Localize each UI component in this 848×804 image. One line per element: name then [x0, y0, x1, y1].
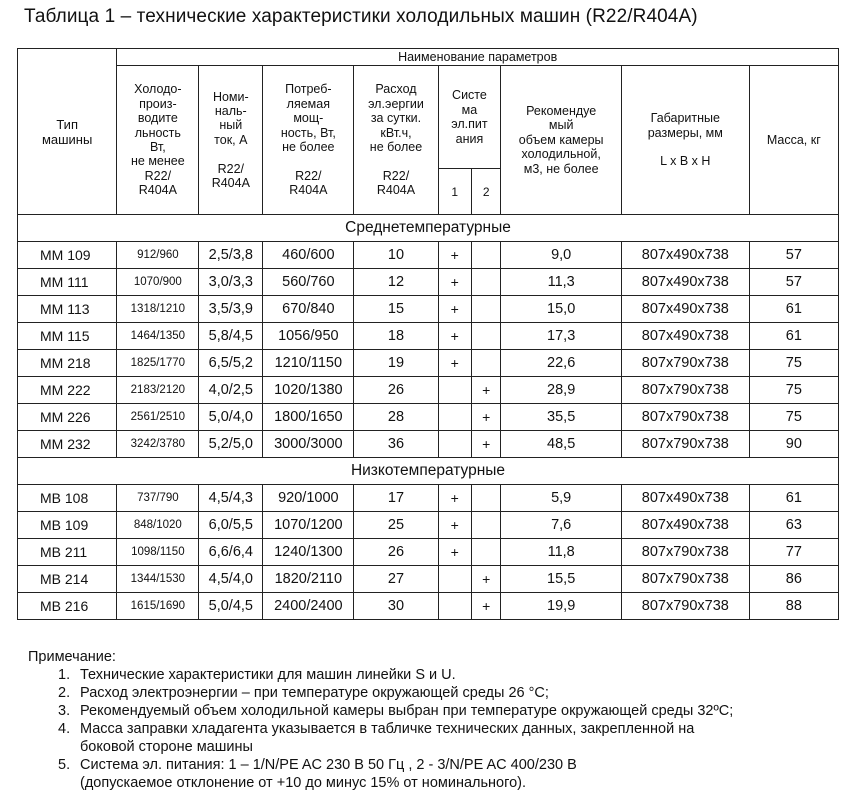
machine-type-cell: ММ 109 [18, 242, 117, 269]
volume-cell: 17,3 [501, 323, 622, 350]
mass-cell: 86 [749, 566, 838, 593]
capacity-cell: 1318/1210 [117, 296, 199, 323]
mass-cell: 75 [749, 377, 838, 404]
note-number: 5. [58, 757, 71, 773]
energy-cell: 18 [354, 323, 438, 350]
mass-cell: 61 [749, 485, 838, 512]
dimensions-cell: 807x790x738 [621, 377, 749, 404]
current-cell: 4,5/4,3 [199, 485, 263, 512]
volume-cell: 48,5 [501, 431, 622, 458]
table-row [18, 431, 839, 458]
note-text: Расход электроэнергии – при температуре окружающей среды 26 °С; [80, 685, 549, 701]
header-energy-per-day: Расход эл.эергии за сутки. кВт.ч, не более R22/ R404A [354, 66, 438, 215]
specifications-table [17, 48, 839, 620]
mass-cell: 77 [749, 539, 838, 566]
machine-type-cell: МВ 216 [18, 593, 117, 620]
table-row [18, 269, 839, 296]
current-cell: 4,0/2,5 [199, 377, 263, 404]
power-cell: 3000/3000 [263, 431, 354, 458]
current-cell: 5,0/4,5 [199, 593, 263, 620]
power-cell: 670/840 [263, 296, 354, 323]
header-cooling-capacity: Холодо- произ- водите льность Вт, не менее R22/ R404A [117, 66, 199, 215]
note-text: Масса заправки хладагента указывается в табличке технических данных, закрепленной на [80, 721, 695, 737]
power-cell: 560/760 [263, 269, 354, 296]
header-dimensions: Габаритные размеры, мм L x B x H [621, 66, 749, 215]
table-row [18, 242, 839, 269]
note-number: 2. [58, 685, 71, 701]
system-1-cell: + [438, 296, 471, 323]
table-row [18, 566, 839, 593]
current-cell: 6,6/6,4 [199, 539, 263, 566]
table-row [18, 539, 839, 566]
system-2-cell [471, 323, 500, 350]
system-2-cell [471, 350, 500, 377]
current-cell: 3,0/3,3 [199, 269, 263, 296]
system-1-cell [438, 566, 471, 593]
machine-type-cell: ММ 115 [18, 323, 117, 350]
dimensions-cell: 807x490x738 [621, 296, 749, 323]
energy-cell: 12 [354, 269, 438, 296]
dimensions-cell: 807x790x738 [621, 566, 749, 593]
machine-type-cell: МВ 109 [18, 512, 117, 539]
power-cell: 1070/1200 [263, 512, 354, 539]
table-title: Таблица 1 – технические характеристики холодильных машин (R22/R404A) [24, 6, 698, 27]
current-cell: 5,2/5,0 [199, 431, 263, 458]
volume-cell: 15,5 [501, 566, 622, 593]
header-parameters: Наименование параметров [117, 49, 839, 66]
volume-cell: 28,9 [501, 377, 622, 404]
volume-cell: 11,3 [501, 269, 622, 296]
note-item [58, 666, 733, 684]
current-cell: 3,5/3,9 [199, 296, 263, 323]
system-1-cell: + [438, 485, 471, 512]
system-2-cell [471, 269, 500, 296]
header-mass: Масса, кг [749, 66, 838, 215]
energy-cell: 10 [354, 242, 438, 269]
notes-heading: Примечание: [28, 649, 116, 665]
dimensions-cell: 807x490x738 [621, 512, 749, 539]
dimensions-cell: 807x790x738 [621, 404, 749, 431]
capacity-cell: 737/790 [117, 485, 199, 512]
mass-cell: 88 [749, 593, 838, 620]
machine-type-cell: ММ 111 [18, 269, 117, 296]
machine-type-cell: ММ 113 [18, 296, 117, 323]
machine-type-cell: МВ 214 [18, 566, 117, 593]
header-system-1: 1 [438, 169, 471, 215]
energy-cell: 30 [354, 593, 438, 620]
power-cell: 1056/950 [263, 323, 354, 350]
capacity-cell: 912/960 [117, 242, 199, 269]
current-cell: 5,0/4,0 [199, 404, 263, 431]
note-continuation: боковой стороне машины [80, 739, 253, 755]
note-text: Рекомендуемый объем холодильной камеры выбран при температуре окружающей среды 32ºС; [80, 703, 734, 719]
mass-cell: 61 [749, 323, 838, 350]
table-row [18, 377, 839, 404]
header-chamber-volume: Рекомендуе мый объем камеры холодильной, м3, не более [501, 66, 622, 215]
capacity-cell: 1070/900 [117, 269, 199, 296]
machine-type-cell: ММ 226 [18, 404, 117, 431]
capacity-cell: 3242/3780 [117, 431, 199, 458]
power-cell: 920/1000 [263, 485, 354, 512]
volume-cell: 19,9 [501, 593, 622, 620]
table-row [18, 485, 839, 512]
volume-cell: 5,9 [501, 485, 622, 512]
capacity-cell: 1615/1690 [117, 593, 199, 620]
capacity-cell: 1464/1350 [117, 323, 199, 350]
table-row [18, 323, 839, 350]
section-medium-temperature: Среднетемпературные [18, 215, 839, 242]
note-item [58, 756, 733, 792]
system-2-cell: + [471, 377, 500, 404]
energy-cell: 26 [354, 377, 438, 404]
system-2-cell [471, 512, 500, 539]
power-cell: 1210/1150 [263, 350, 354, 377]
notes-list [26, 666, 733, 792]
machine-type-cell: ММ 222 [18, 377, 117, 404]
volume-cell: 9,0 [501, 242, 622, 269]
capacity-cell: 1825/1770 [117, 350, 199, 377]
current-cell: 6,5/5,2 [199, 350, 263, 377]
mass-cell: 57 [749, 269, 838, 296]
table-row [18, 512, 839, 539]
energy-cell: 28 [354, 404, 438, 431]
note-continuation: (допускаемое отклонение от +10 до минус 15% от номинального). [80, 775, 527, 791]
system-1-cell: + [438, 242, 471, 269]
note-item [58, 684, 733, 702]
system-1-cell [438, 593, 471, 620]
volume-cell: 7,6 [501, 512, 622, 539]
dimensions-cell: 807x790x738 [621, 539, 749, 566]
energy-cell: 17 [354, 485, 438, 512]
header-power-consumption: Потреб- ляемая мощ- ность, Вт, не более R22/ R404A [263, 66, 354, 215]
capacity-cell: 2561/2510 [117, 404, 199, 431]
mass-cell: 61 [749, 296, 838, 323]
table-row [18, 404, 839, 431]
system-2-cell [471, 539, 500, 566]
table-row [18, 296, 839, 323]
system-2-cell: + [471, 566, 500, 593]
system-1-cell: + [438, 269, 471, 296]
system-1-cell [438, 404, 471, 431]
capacity-cell: 2183/2120 [117, 377, 199, 404]
current-cell: 6,0/5,5 [199, 512, 263, 539]
header-rated-current: Номи- наль- ный ток, А R22/ R404A [199, 66, 263, 215]
mass-cell: 63 [749, 512, 838, 539]
mass-cell: 57 [749, 242, 838, 269]
power-cell: 1800/1650 [263, 404, 354, 431]
power-cell: 1240/1300 [263, 539, 354, 566]
machine-type-cell: ММ 232 [18, 431, 117, 458]
header-system-2: 2 [471, 169, 500, 215]
volume-cell: 11,8 [501, 539, 622, 566]
dimensions-cell: 807x790x738 [621, 350, 749, 377]
energy-cell: 25 [354, 512, 438, 539]
system-2-cell: + [471, 431, 500, 458]
header-power-system: Систе ма эл.пит ания [438, 66, 501, 169]
capacity-cell: 848/1020 [117, 512, 199, 539]
dimensions-cell: 807x490x738 [621, 323, 749, 350]
dimensions-cell: 807x790x738 [621, 431, 749, 458]
note-text: Система эл. питания: 1 – 1/N/PE AC 230 В 50 Гц , 2 - 3/N/PE AC 400/230 В [80, 757, 577, 773]
note-text: Технические характеристики для машин линейки S и U. [80, 667, 456, 683]
system-1-cell: + [438, 323, 471, 350]
power-cell: 1820/2110 [263, 566, 354, 593]
header-machine-type: Тип машины [18, 49, 117, 215]
system-2-cell [471, 296, 500, 323]
system-2-cell [471, 242, 500, 269]
energy-cell: 36 [354, 431, 438, 458]
dimensions-cell: 807x490x738 [621, 485, 749, 512]
energy-cell: 15 [354, 296, 438, 323]
dimensions-cell: 807x790x738 [621, 593, 749, 620]
power-cell: 460/600 [263, 242, 354, 269]
mass-cell: 75 [749, 404, 838, 431]
system-1-cell: + [438, 350, 471, 377]
current-cell: 4,5/4,0 [199, 566, 263, 593]
power-cell: 1020/1380 [263, 377, 354, 404]
energy-cell: 27 [354, 566, 438, 593]
system-1-cell [438, 431, 471, 458]
note-item [58, 720, 733, 756]
mass-cell: 75 [749, 350, 838, 377]
volume-cell: 22,6 [501, 350, 622, 377]
table-row [18, 350, 839, 377]
note-item [58, 702, 733, 720]
note-number: 4. [58, 721, 71, 737]
power-cell: 2400/2400 [263, 593, 354, 620]
system-1-cell: + [438, 512, 471, 539]
mass-cell: 90 [749, 431, 838, 458]
current-cell: 2,5/3,8 [199, 242, 263, 269]
section-low-temperature: Низкотемпературные [18, 458, 839, 485]
capacity-cell: 1098/1150 [117, 539, 199, 566]
dimensions-cell: 807x490x738 [621, 242, 749, 269]
capacity-cell: 1344/1530 [117, 566, 199, 593]
dimensions-cell: 807x490x738 [621, 269, 749, 296]
note-number: 3. [58, 703, 71, 719]
energy-cell: 26 [354, 539, 438, 566]
machine-type-cell: ММ 218 [18, 350, 117, 377]
volume-cell: 15,0 [501, 296, 622, 323]
note-number: 1. [58, 667, 71, 683]
system-1-cell: + [438, 539, 471, 566]
system-2-cell: + [471, 593, 500, 620]
system-1-cell [438, 377, 471, 404]
table-row [18, 593, 839, 620]
system-2-cell: + [471, 404, 500, 431]
energy-cell: 19 [354, 350, 438, 377]
notes [26, 648, 733, 792]
volume-cell: 35,5 [501, 404, 622, 431]
machine-type-cell: МВ 108 [18, 485, 117, 512]
machine-type-cell: МВ 211 [18, 539, 117, 566]
current-cell: 5,8/4,5 [199, 323, 263, 350]
system-2-cell [471, 485, 500, 512]
